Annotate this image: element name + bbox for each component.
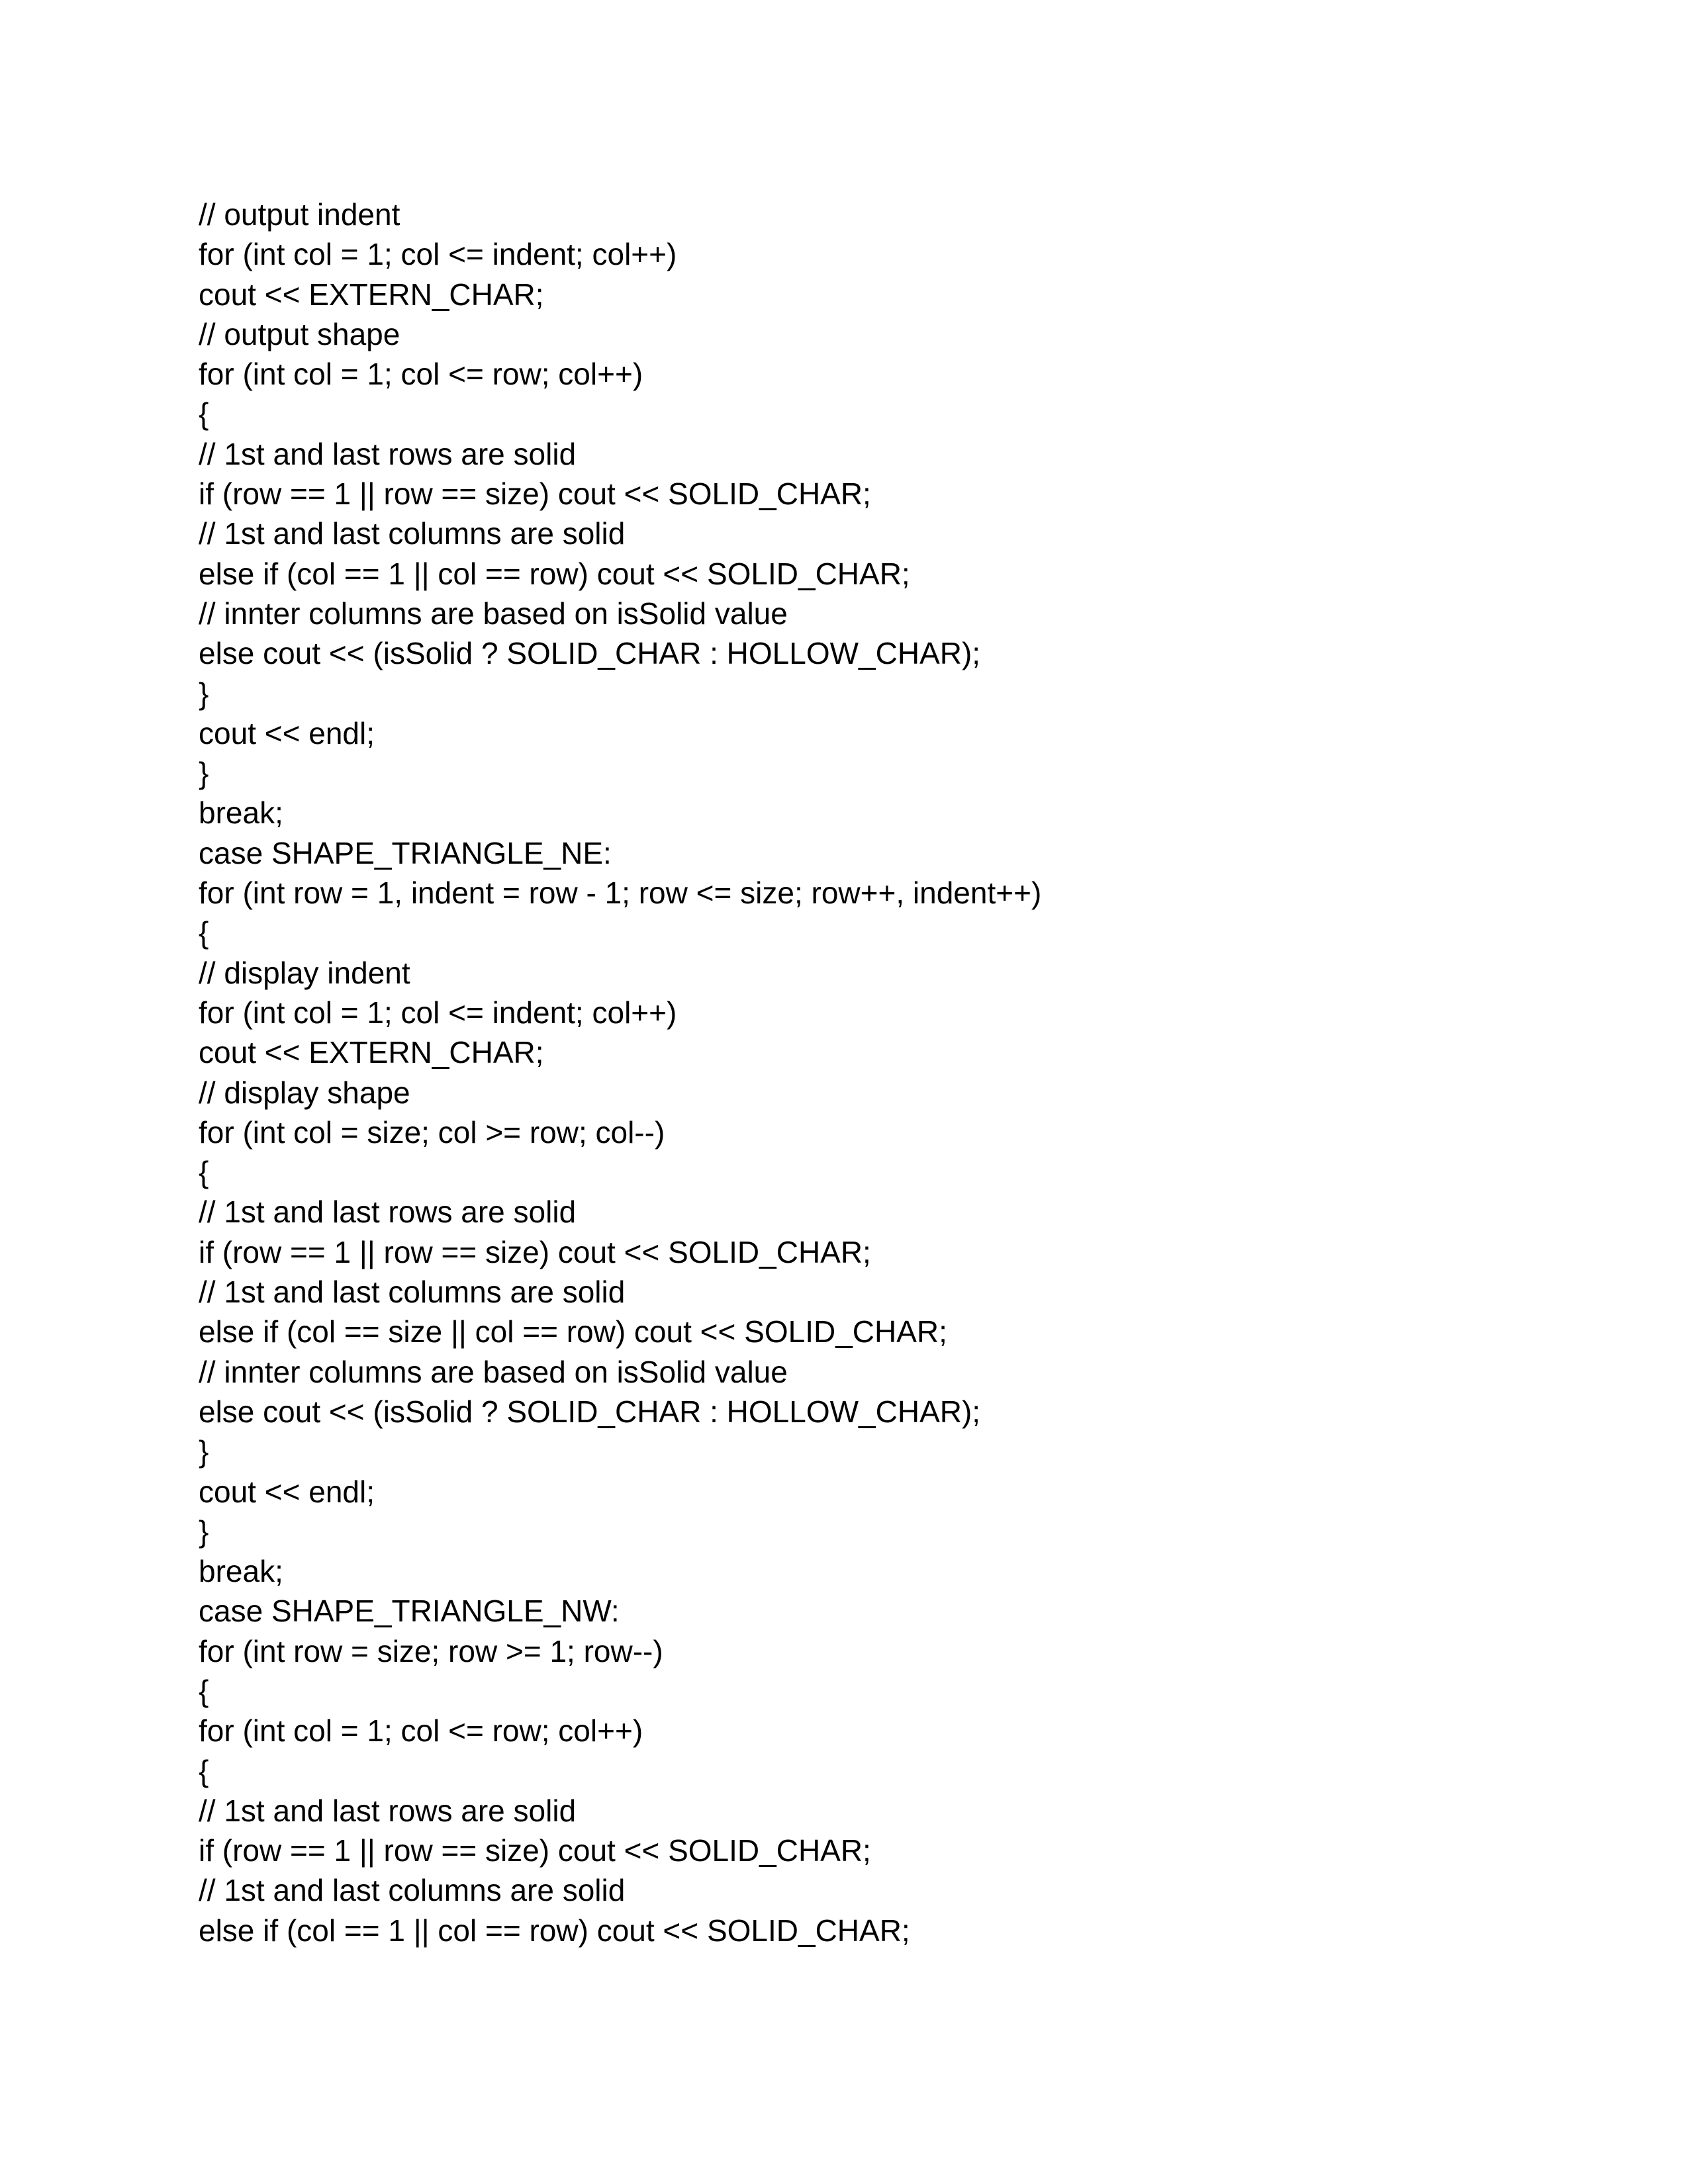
code-line: }	[199, 756, 209, 791]
code-line: {	[199, 915, 209, 950]
code-line: for (int col = 1; col <= indent; col++)	[199, 237, 677, 272]
code-line: for (int row = 1, indent = row - 1; row <= size; row++, indent++)	[199, 876, 1042, 911]
code-line: // display shape	[199, 1075, 410, 1110]
code-line: // innter columns are based on isSolid value	[199, 596, 788, 631]
code-line: break;	[199, 1554, 283, 1589]
code-line: // output shape	[199, 316, 400, 351]
code-line: }	[199, 1514, 209, 1549]
code-line: else cout << (isSolid ? SOLID_CHAR : HOLLOW_CHAR);	[199, 1394, 981, 1429]
code-line: {	[199, 1155, 209, 1190]
code-line: cout << endl;	[199, 715, 375, 751]
code-line: // 1st and last columns are solid	[199, 1873, 626, 1908]
code-listing	[199, 195, 1523, 1950]
code-line: // 1st and last rows are solid	[199, 1195, 577, 1230]
code-line: }	[199, 1434, 209, 1469]
code-line: if (row == 1 || row == size) cout << SOLID_CHAR;	[199, 1234, 871, 1269]
code-line: else if (col == size || col == row) cout << SOLID_CHAR;	[199, 1314, 947, 1349]
code-line: // output indent	[199, 197, 400, 232]
code-line: case SHAPE_TRIANGLE_NE:	[199, 835, 612, 870]
code-line: break;	[199, 796, 283, 831]
code-line: case SHAPE_TRIANGLE_NW:	[199, 1594, 620, 1629]
code-line: {	[199, 396, 209, 432]
code-line: for (int col = size; col >= row; col--)	[199, 1115, 665, 1150]
code-line: for (int row = size; row >= 1; row--)	[199, 1633, 663, 1668]
code-line: // 1st and last rows are solid	[199, 1793, 577, 1828]
code-line: // innter columns are based on isSolid value	[199, 1354, 788, 1389]
code-line: }	[199, 676, 209, 711]
code-line: if (row == 1 || row == size) cout << SOLID_CHAR;	[199, 477, 871, 512]
code-line: // 1st and last columns are solid	[199, 1275, 626, 1310]
code-line: for (int col = 1; col <= row; col++)	[199, 1713, 643, 1749]
code-line: cout << endl;	[199, 1474, 375, 1509]
code-line: {	[199, 1753, 209, 1788]
code-line: else if (col == 1 || col == row) cout << SOLID_CHAR;	[199, 1913, 910, 1948]
code-line: // 1st and last rows are solid	[199, 436, 577, 471]
code-line: else cout << (isSolid ? SOLID_CHAR : HOLLOW_CHAR);	[199, 636, 981, 671]
code-line: cout << EXTERN_CHAR;	[199, 1035, 544, 1070]
code-line: {	[199, 1673, 209, 1708]
code-line: for (int col = 1; col <= row; col++)	[199, 357, 643, 392]
code-line: if (row == 1 || row == size) cout << SOLID_CHAR;	[199, 1833, 871, 1868]
code-line: // 1st and last columns are solid	[199, 516, 626, 551]
code-line: // display indent	[199, 955, 410, 990]
code-line: cout << EXTERN_CHAR;	[199, 277, 544, 312]
code-line: else if (col == 1 || col == row) cout << SOLID_CHAR;	[199, 556, 910, 591]
code-line: for (int col = 1; col <= indent; col++)	[199, 995, 677, 1030]
